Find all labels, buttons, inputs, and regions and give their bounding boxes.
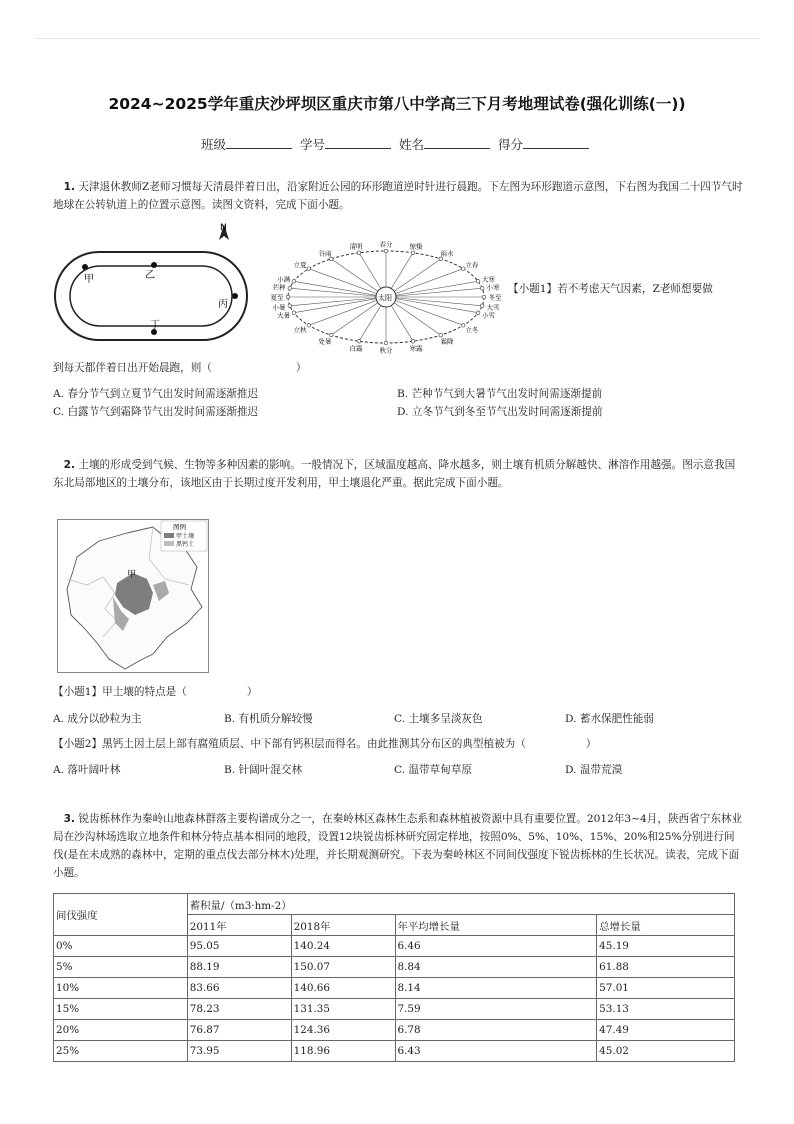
orbit-spoke — [386, 297, 463, 325]
solar-term-label: 大寒 — [481, 275, 495, 284]
table-header-row — [54, 894, 735, 915]
table-cell: 6.46 — [395, 936, 597, 957]
solar-term-label: 处暑 — [318, 337, 332, 346]
orbit-station — [480, 286, 484, 290]
solar-term-label: 霜降 — [440, 337, 454, 346]
orbit-station — [411, 339, 415, 343]
table-cell: 118.96 — [291, 1041, 395, 1062]
orbit-station — [329, 333, 333, 337]
orbit-station — [384, 249, 388, 253]
table-cell: 76.87 — [187, 1020, 291, 1041]
map-label-jia: 甲 — [127, 570, 137, 580]
question-3-text: 锐齿栎林作为秦岭山地森林群落主要构谱成分之一，在秦岭林区森林生态系和森林植被资源中具有重要位置。2012年3~4月，陕西省宁东林业局在沙沟林场选取立地条件和林分特点基本相同的地段，设置12块锐齿栎林研究固定样地，按照0%、5%、10%、15%、20%和25%分别进行间伐(是在未成熟的森林中，定期的重点伐去部分林木)处理，并长期观测研究。下表为秦岭林区不同间伐强度下锐齿栎林的生长状况。读表，完成下面小题。 — [53, 813, 743, 879]
solar-term-label: 立夏 — [293, 260, 307, 269]
table-row — [54, 1041, 735, 1062]
table-row — [54, 957, 735, 978]
question-1-text: 天津退休教师Z老师习惯每天清晨伴着日出，沿家附近公园的环形跑道逆时针进行晨跑。下左图为环形跑道示意图，下右图为我国二十四节气时地球在公转轨道上的位置示意图。读图文资料，完成下面小题。 — [53, 181, 743, 211]
header-total-growth: 总增长量 — [597, 915, 735, 936]
orbit-station — [476, 311, 480, 315]
orbit-station — [476, 279, 480, 283]
solar-term-label: 立冬 — [465, 326, 479, 335]
solar-term-label: 立秋 — [293, 326, 307, 335]
legend-title: 图例 — [173, 523, 186, 531]
orbit-spoke — [386, 297, 482, 306]
legend-swatch-hei — [164, 541, 174, 546]
page-title: 2024~2025学年重庆沙坪坝区重庆市第八中学高三下月考地理试卷(强化训练(一)) — [108, 95, 686, 113]
table-cell: 124.36 — [291, 1020, 395, 1041]
point-jia — [82, 264, 88, 270]
track-label-yi: 乙 — [145, 270, 155, 281]
orbit-station — [482, 295, 486, 299]
track-label-jia: 甲 — [84, 274, 94, 285]
q1-option-b[interactable]: B. 芒种节气到大暑节气出发时间需逐渐提前 — [397, 388, 603, 400]
table-row — [54, 1020, 735, 1041]
header-annual-growth: 年平均增长量 — [395, 915, 597, 936]
question-1-stem — [53, 178, 743, 214]
q2-sub2 — [53, 735, 743, 753]
table-cell: 25% — [54, 1041, 188, 1062]
q1-sub1-close: ） — [295, 362, 307, 374]
question-2-stem — [53, 456, 743, 492]
table-cell: 45.19 — [597, 936, 735, 957]
point-yi — [151, 262, 157, 268]
solar-term-label: 小暑 — [272, 303, 286, 312]
q1-option-c[interactable]: C. 白露节气到霜降节气出发时间需逐渐推迟 — [53, 406, 259, 418]
solar-term-label: 秋分 — [379, 346, 393, 355]
orbit-station — [292, 279, 296, 283]
q2-sub2-option-a[interactable]: A. 落叶阔叶林 — [53, 764, 121, 776]
table-cell: 140.66 — [291, 978, 395, 999]
orbit-station — [288, 286, 292, 290]
track-label-bing: 丙 — [218, 299, 228, 310]
q2-sub2-close: ） — [585, 738, 597, 750]
q2-sub1-option-d[interactable]: D. 蓄水保肥性能弱 — [565, 713, 655, 725]
id-label: 学号 — [299, 137, 325, 152]
orbit-station — [439, 333, 443, 337]
q2-sub1-close: ） — [246, 686, 258, 698]
orbit-station — [286, 295, 290, 299]
question-2-number: 2. — [63, 459, 75, 471]
table-cell: 15% — [54, 999, 188, 1020]
orbit-spoke — [386, 297, 478, 313]
question-3-number: 3. — [63, 813, 75, 825]
table-cell: 57.01 — [597, 978, 735, 999]
table-cell: 6.78 — [395, 1020, 597, 1041]
legend-swatch-jia — [164, 533, 174, 538]
q2-sub1-text: 【小题1】甲土壤的特点是（ — [53, 686, 187, 698]
orbit-station — [292, 311, 296, 315]
growth-table — [53, 893, 735, 1062]
solar-term-label: 大雪 — [486, 303, 500, 312]
question-1-number: 1. — [63, 181, 75, 193]
orbit-spoke — [386, 288, 482, 297]
q2-sub1-option-c[interactable]: C. 土壤多呈淡灰色 — [394, 713, 483, 725]
solar-term-label: 清明 — [349, 242, 363, 251]
north-label: N — [220, 223, 227, 233]
class-blank[interactable] — [226, 136, 292, 149]
orbit-spoke — [294, 281, 386, 297]
header-2011: 2011年 — [187, 915, 291, 936]
q1-option-a[interactable]: A. 春分节气到立夏节气出发时间需逐渐推迟 — [53, 388, 259, 400]
id-blank[interactable] — [325, 136, 391, 149]
solar-term-label: 白露 — [349, 344, 363, 353]
solar-term-label: 夏至 — [270, 293, 284, 302]
name-blank[interactable] — [424, 136, 490, 149]
table-cell: 47.49 — [597, 1020, 735, 1041]
table-row — [54, 999, 735, 1020]
orbit-station — [480, 304, 484, 308]
table-cell: 5% — [54, 957, 188, 978]
orbit-diagram — [268, 235, 508, 355]
orbit-station — [307, 324, 311, 328]
table-cell: 6.43 — [395, 1041, 597, 1062]
orbit-spoke — [290, 297, 386, 306]
question-3-stem — [53, 810, 743, 882]
orbit-station — [384, 341, 388, 345]
table-cell: 95.05 — [187, 936, 291, 957]
table-cell: 131.35 — [291, 999, 395, 1020]
q2-sub2-option-c[interactable]: C. 温带草甸草原 — [394, 764, 473, 776]
orbit-station — [357, 339, 361, 343]
solar-term-label: 寒露 — [409, 344, 423, 353]
table-row — [54, 936, 735, 957]
table-cell: 61.88 — [597, 957, 735, 978]
question-2-text: 土壤的形成受到气候、生物等多种因素的影响。一般情况下，区域温度越高、降水越多，则土壤有机质分解越快、淋溶作用越强。图示意我国东北局部地区的土壤分布，该地区由于长期过度开发利用，甲土壤退化严重。据此完成下面小题。 — [53, 459, 736, 489]
orbit-spoke — [290, 288, 386, 297]
table-cell: 83.66 — [187, 978, 291, 999]
orbit-station — [288, 304, 292, 308]
solar-term-label: 小满 — [277, 275, 291, 284]
point-bing — [232, 293, 238, 299]
q2-sub1 — [53, 683, 743, 701]
orbit-station — [329, 257, 333, 261]
orbit-station — [357, 251, 361, 255]
orbit-spoke — [386, 281, 478, 297]
sun-label: 太阳 — [378, 294, 392, 302]
track-diagram — [50, 222, 260, 344]
table-cell: 0% — [54, 936, 188, 957]
solar-term-label: 雨水 — [440, 249, 454, 258]
solar-term-label: 谷雨 — [318, 249, 332, 258]
table-cell: 8.84 — [395, 957, 597, 978]
solar-term-label: 小雪 — [481, 311, 495, 320]
track-label-ding: 丁 — [150, 320, 160, 331]
table-cell: 20% — [54, 1020, 188, 1041]
score-label: 得分 — [497, 137, 523, 152]
q2-sub1-option-b[interactable]: B. 有机质分解较慢 — [224, 713, 313, 725]
solar-term-label: 立春 — [465, 260, 479, 269]
orbit-station — [439, 257, 443, 261]
q2-sub1-option-a[interactable]: A. 成分以砂粒为主 — [53, 713, 142, 725]
q2-sub2-text: 【小题2】黑钙土因土层上部有腐殖质层、中下部有钙积层而得名。由此推测其分布区的典型植被为（ — [53, 738, 526, 750]
orbit-spoke — [309, 297, 386, 325]
table-cell: 73.95 — [187, 1041, 291, 1062]
q1-sub1-text: 若不考虑天气因素，Z老师想要做 — [557, 283, 713, 295]
solar-term-label: 小寒 — [486, 283, 500, 292]
orbit-spoke — [294, 297, 386, 313]
orbit-station — [411, 251, 415, 255]
table-cell: 140.24 — [291, 936, 395, 957]
q2-sub2-option-d[interactable]: D. 温带荒漠 — [565, 764, 623, 776]
orbit-spoke — [309, 269, 386, 297]
header-volume-group: 蓄积量/（m3·hm-2） — [187, 894, 734, 915]
header-cutting-intensity: 间伐强度 — [54, 894, 188, 936]
solar-term-label: 冬至 — [488, 293, 502, 302]
table-cell: 8.14 — [395, 978, 597, 999]
student-info-line — [0, 135, 794, 153]
soil-map — [57, 519, 209, 673]
legend-label-jia: 甲土壤 — [176, 533, 195, 540]
orbit-spoke — [386, 269, 463, 297]
solar-term-label: 大暑 — [277, 311, 291, 320]
header-2018: 2018年 — [291, 915, 395, 936]
table-cell: 10% — [54, 978, 188, 999]
table-cell: 150.07 — [291, 957, 395, 978]
name-label: 姓名 — [398, 137, 424, 152]
score-blank[interactable] — [523, 136, 589, 149]
legend-label-hei: 黑钙土 — [176, 541, 195, 548]
table-cell: 88.19 — [187, 957, 291, 978]
class-label: 班级 — [200, 137, 226, 152]
table-cell: 7.59 — [395, 999, 597, 1020]
orbit-station — [307, 267, 311, 271]
q1-sub1-cont — [53, 359, 743, 377]
solar-term-label: 芒种 — [272, 283, 286, 292]
q1-sub1-head — [508, 280, 743, 298]
table-cell: 53.13 — [597, 999, 735, 1020]
table-cell: 78.23 — [187, 999, 291, 1020]
q1-sub1-cont-text: 到每天都伴着日出开始晨跑，则（ — [53, 362, 212, 374]
page-top-rule — [35, 38, 759, 39]
table-cell: 45.02 — [597, 1041, 735, 1062]
q2-sub2-option-b[interactable]: B. 针阔叶混交林 — [224, 764, 303, 776]
solar-term-label: 惊蛰 — [409, 242, 423, 251]
table-row — [54, 978, 735, 999]
q1-option-d[interactable]: D. 立冬节气到冬至节气出发时间需逐渐提前 — [397, 406, 603, 418]
q1-sub1-label: 【小题1】 — [508, 283, 558, 295]
solar-term-label: 春分 — [379, 240, 393, 249]
